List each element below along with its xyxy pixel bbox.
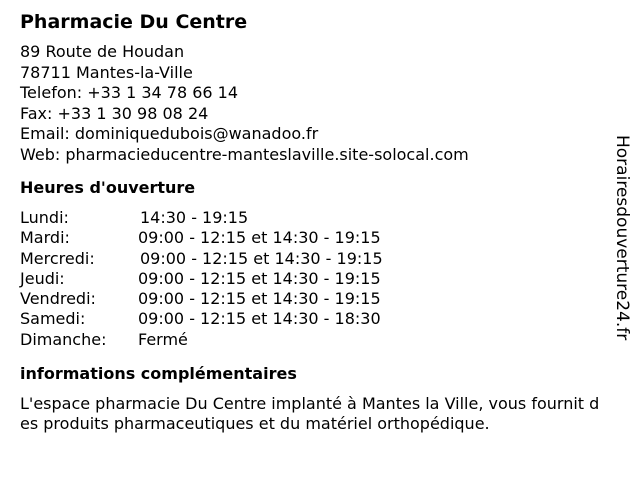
hours-time: 09:00 - 12:15 et 14:30 - 19:15 (138, 268, 381, 288)
hours-row (20, 249, 383, 269)
email-line: Email: dominiquedubois@wanadoo.fr (20, 124, 319, 143)
phone-line: Telefon: +33 1 34 78 66 14 (20, 83, 239, 102)
hours-time: 09:00 - 12:15 et 14:30 - 19:15 (140, 248, 383, 268)
hours-day: Vendredi: (20, 289, 96, 309)
hours-time: 09:00 - 12:15 et 14:30 - 19:15 (138, 228, 381, 248)
hours-time: 09:00 - 12:15 et 14:30 - 19:15 (138, 289, 381, 309)
hours-row (20, 269, 383, 289)
hours-heading: Heures d'ouverture (20, 178, 196, 197)
info-description: L'espace pharmacie Du Centre implanté à Mantes la Ville, vous fournit des produits pharmaceutiques et du matériel orthopédique. (20, 394, 600, 434)
hours-row (20, 330, 383, 350)
address-city: 78711 Mantes-la-Ville (20, 62, 193, 82)
pharmacy-card (20, 10, 610, 434)
contact-block (20, 42, 610, 165)
web-line: Web: pharmacieducentre-manteslaville.site-solocal.com (20, 144, 469, 164)
hours-row (20, 208, 383, 228)
pharmacy-name: Pharmacie Du Centre (20, 11, 248, 33)
fax-line: Fax: +33 1 30 98 08 24 (20, 103, 209, 123)
hours-day: Jeudi: (20, 268, 65, 288)
hours-day: Samedi: (20, 309, 86, 329)
hours-day: Dimanche: (20, 329, 107, 349)
address-street: 89 Route de Houdan (20, 42, 185, 61)
hours-day: Lundi: (20, 208, 69, 227)
hours-day: Mardi: (20, 228, 70, 248)
hours-time: 14:30 - 19:15 (140, 208, 249, 227)
hours-row (20, 289, 383, 309)
site-brand-vertical: Horairesdouverture24.fr (612, 135, 632, 341)
hours-day: Mercredi: (20, 248, 95, 268)
hours-row (20, 309, 383, 329)
hours-row (20, 228, 383, 248)
hours-time: 09:00 - 12:15 et 14:30 - 18:30 (138, 309, 381, 329)
hours-time: Fermé (138, 329, 188, 349)
hours-table (20, 208, 383, 350)
info-heading: informations complémentaires (20, 364, 297, 384)
